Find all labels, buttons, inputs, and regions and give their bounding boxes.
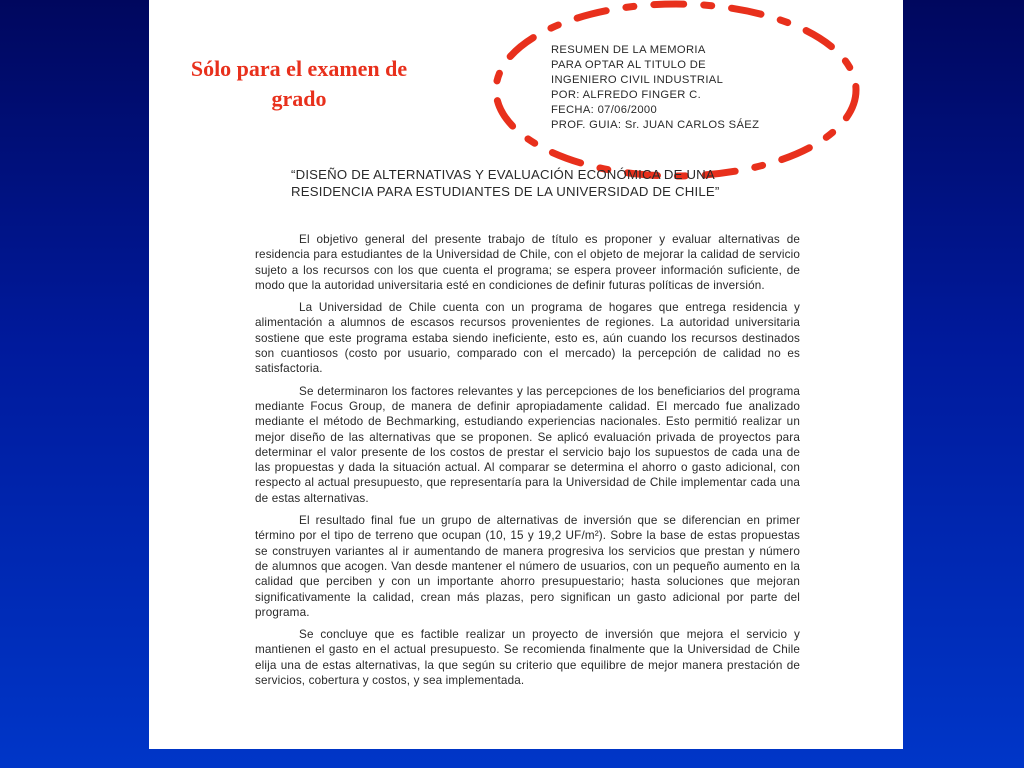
abstract-paragraph: Se determinaron los factores relevantes y las percepciones de los beneficiarios del programa mediante Focus Group, de manera de definir apropiadamente calidad. El mercado fue analizado mediante el método de Bechmarking, estudiando experiencias nacionales. Esto permitió realizar un mejor diseño de las alternativas que se proponen. Se aplicó evaluación privada de proyectos para determinar el valor presente de los costos de prestar el servicio bajo los supuestos de cada una de las propuestas y dada la situación actual. Al comparar se determina el ahorro o gasto adicional, con respecto al actual presupuesto, que representaría para la Universidad de Chile implementar cada una de estas alternativas. bbox=[255, 384, 800, 505]
abstract-paragraph: El objetivo general del presente trabajo de título es proponer y evaluar alternativas de residencia para estudiantes de la Universidad de Chile, con el objeto de mejorar la calidad de servicio sujeto a los recursos con los que cuenta el programa; se espera proveer información suficiente, de modo que la autoridad universitaria esté en condiciones de definir futuras políticas de inversión. bbox=[255, 233, 800, 292]
highlight-ellipse bbox=[488, 0, 878, 185]
header-line: PROF. GUIA: Sr. JUAN CARLOS SÁEZ bbox=[551, 119, 760, 131]
header-line: PARA OPTAR AL TITULO DE bbox=[551, 59, 706, 71]
header-line: POR: ALFREDO FINGER C. bbox=[551, 89, 702, 101]
exam-note-line1: Sólo para el examen de bbox=[190, 56, 408, 81]
exam-note bbox=[160, 54, 438, 114]
title-line2: RESIDENCIA PARA ESTUDIANTES DE LA UNIVERSIDAD DE CHILE” bbox=[291, 184, 720, 199]
abstract-body bbox=[255, 232, 800, 695]
header-line: INGENIERO CIVIL INDUSTRIAL bbox=[551, 74, 724, 86]
memoir-title bbox=[291, 166, 781, 200]
header-line: RESUMEN DE LA MEMORIA bbox=[551, 44, 706, 56]
abstract-paragraph: La Universidad de Chile cuenta con un programa de hogares que entrega residencia y alimentación a alumnos de escasos recursos provenientes de regiones. La autoridad universitaria sostiene que este programa estaba siendo ineficiente, esto es, aún cuando los recursos destinados son cuantiosos (costo por usuario, comparado con el mercado) la percepción de calidad no es satisfactoria. bbox=[255, 301, 800, 376]
header-line: FECHA: 07/06/2000 bbox=[551, 104, 658, 116]
abstract-paragraph: El resultado final fue un grupo de alternativas de inversión que se diferencian en primer término por el tipo de terreno que ocupan (10, 15 y 19,2 UF/m²). Sobre la base de estas propuestas se construyen variantes al ir aumentando de manera progresiva los servicios que prestan y número de alumnos que acogen. Van desde mantener el número de usuarios, con un pequeño aumento en la calidad que perciben y con un importante ahorro presupuestario; hasta soluciones que mejoran significativamente la calidad, crean más plazas, pero significan un gasto adicional por parte del programa. bbox=[255, 514, 800, 619]
abstract-paragraph: Se concluye que es factible realizar un proyecto de inversión que mejora el servicio y mantienen el gasto en el actual presupuesto. Se recomienda finalmente que la Universidad de Chile elija una de estas alternativas, la que según su criterio que equilibre de mejor manera prestación de servicios, cobertura y costos, y sea implementada. bbox=[255, 628, 800, 688]
exam-note-line2: grado bbox=[271, 86, 327, 111]
title-line1: “DISEÑO DE ALTERNATIVAS Y EVALUACIÓN ECONÓMICA DE UNA bbox=[291, 167, 715, 182]
